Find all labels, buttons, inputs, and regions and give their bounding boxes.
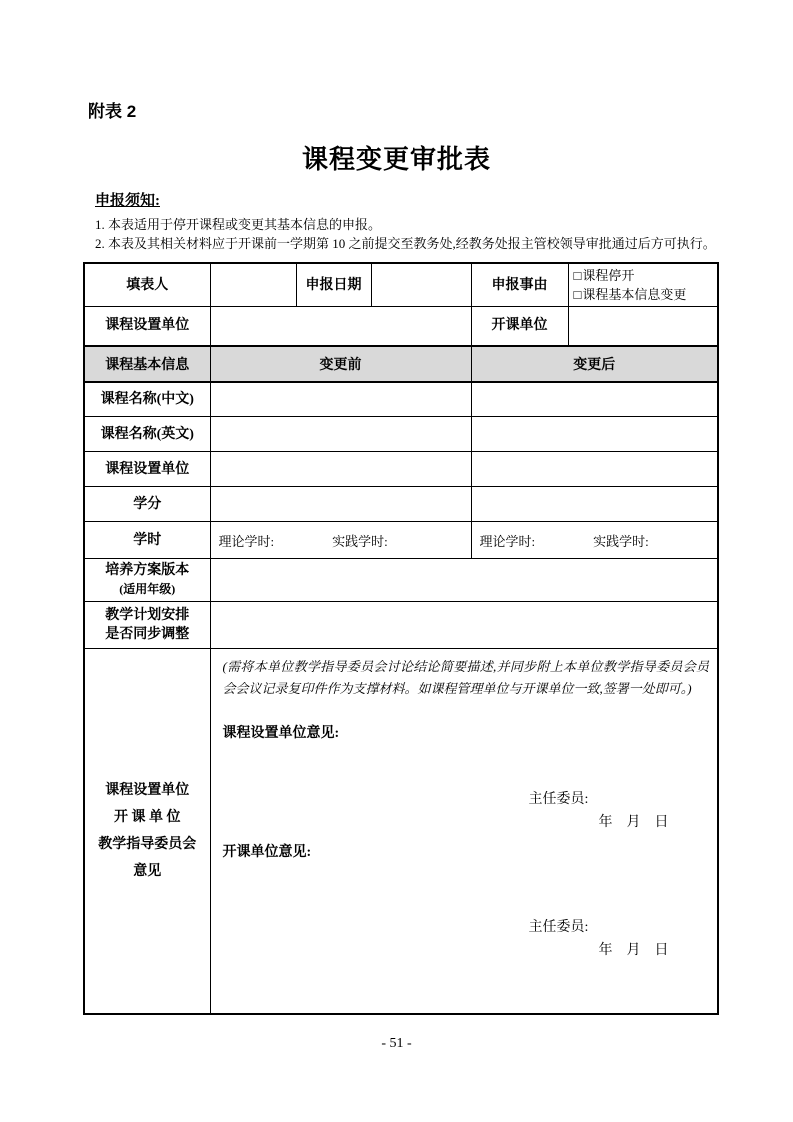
page-number: - 51 - [381,1036,412,1051]
notes-heading: 申报须知: [95,193,160,209]
row-schedule-adjust [84,602,718,649]
apply-date-input[interactable] [371,263,471,307]
credits-label: 学分 [84,487,210,522]
plan-version-line2: (适用年级) [119,582,176,596]
apply-date-label: 申报日期 [296,263,371,307]
course-name-cn-before-input[interactable] [210,382,471,417]
practice-hours-label: 实践学时: [332,533,388,549]
course-change-form-table [83,262,719,1015]
checkbox-icon[interactable]: □ [573,287,582,302]
theory-hours-label: 理论学时: [479,533,536,549]
checkbox-icon[interactable]: □ [573,268,582,283]
setup-unit-signature-block [529,789,719,835]
row-filler-date-reason [84,263,718,307]
row-units [84,307,718,346]
page-title: 课程变更审批表 [301,144,491,174]
hours-before-cell[interactable] [210,522,471,559]
committee-opinion-label-line3: 教学指导委员会 [98,836,197,852]
chair-signature-label: 主任委员: [528,792,589,807]
schedule-adjust-label [84,602,210,649]
row-plan-version [84,559,718,602]
committee-opinion-label [84,649,210,1014]
committee-opinion-label-line4: 意见 [133,863,162,879]
note-line-2: 2. 本表及其相关材料应于开课前一学期第 10 之前提交至教务处,经教务处报主管校领导审批通过后方可执行。 [95,236,716,251]
course-name-en-after-input[interactable] [471,417,718,452]
filler-name-input[interactable] [210,263,296,307]
credits-after-input[interactable] [471,487,718,522]
plan-version-label [84,559,210,602]
credits-before-input[interactable] [210,487,471,522]
option-course-stop[interactable] [574,266,718,285]
course-name-en-label: 课程名称(英文) [84,417,210,452]
plan-version-input[interactable] [210,559,718,602]
chair-signature-label: 主任委员: [528,920,589,935]
setup-unit-after-input[interactable] [471,452,718,487]
course-name-cn-after-input[interactable] [471,382,718,417]
setup-unit-change-label: 课程设置单位 [84,452,210,487]
row-committee-opinion [84,649,718,1014]
option-basic-info-change-label: 课程基本信息变更 [582,287,687,302]
hours-after-cell[interactable] [471,522,718,559]
after-change-header: 变更后 [471,346,718,382]
committee-opinion-label-line1: 课程设置单位 [105,782,190,798]
notes-section [95,189,723,253]
committee-opinion-label-line2: 开 课 单 位 [114,809,181,825]
date-line: 年 月 日 [598,815,669,830]
committee-opinion-cell[interactable] [210,649,718,1014]
option-course-stop-label: 课程停开 [582,268,635,283]
schedule-adjust-line1: 教学计划安排 [105,608,190,623]
setup-unit-opinion-label: 课程设置单位意见: [222,726,340,741]
row-setup-unit-change [84,452,718,487]
hours-label: 学时 [84,522,210,559]
offering-unit-label: 开课单位 [471,307,568,346]
before-change-header: 变更前 [210,346,471,382]
practice-hours-label: 实践学时: [593,533,649,549]
note-line-1: 1. 本表适用于停开课程或变更其基本信息的申报。 [95,217,382,232]
row-credits [84,487,718,522]
opinion-instruction-note: (需将本单位教学指导委员会讨论结论简要描述,并同步附上本单位教学指导委员会员会会议记录复印件作为支撑材料。如课程管理单位与开课单位一致,签署一处即可。) [222,659,709,696]
setup-unit-before-input[interactable] [210,452,471,487]
row-hours [84,522,718,559]
row-course-name-cn [84,382,718,417]
apply-reason-options [568,263,718,307]
plan-version-line1: 培养方案版本 [105,563,190,578]
option-basic-info-change[interactable] [574,285,718,304]
offering-unit-input[interactable] [568,307,718,346]
schedule-adjust-line2: 是否同步调整 [105,627,190,642]
committee-opinion-body [211,649,718,1012]
row-section-header [84,346,718,382]
date-line: 年 月 日 [598,943,669,958]
setup-unit-label: 课程设置单位 [84,307,210,346]
offering-unit-opinion-label: 开课单位意见: [222,845,312,860]
schedule-adjust-input[interactable] [210,602,718,649]
course-name-cn-label: 课程名称(中文) [84,382,210,417]
course-name-en-before-input[interactable] [210,417,471,452]
basic-info-header: 课程基本信息 [84,346,210,382]
theory-hours-label: 理论学时: [218,533,275,549]
filler-name-label: 填表人 [84,263,210,307]
apply-reason-label: 申报事由 [471,263,568,307]
offering-unit-signature-block [529,917,719,963]
appendix-label: 附表 2 [88,102,137,121]
setup-unit-input[interactable] [210,307,471,346]
row-course-name-en [84,417,718,452]
